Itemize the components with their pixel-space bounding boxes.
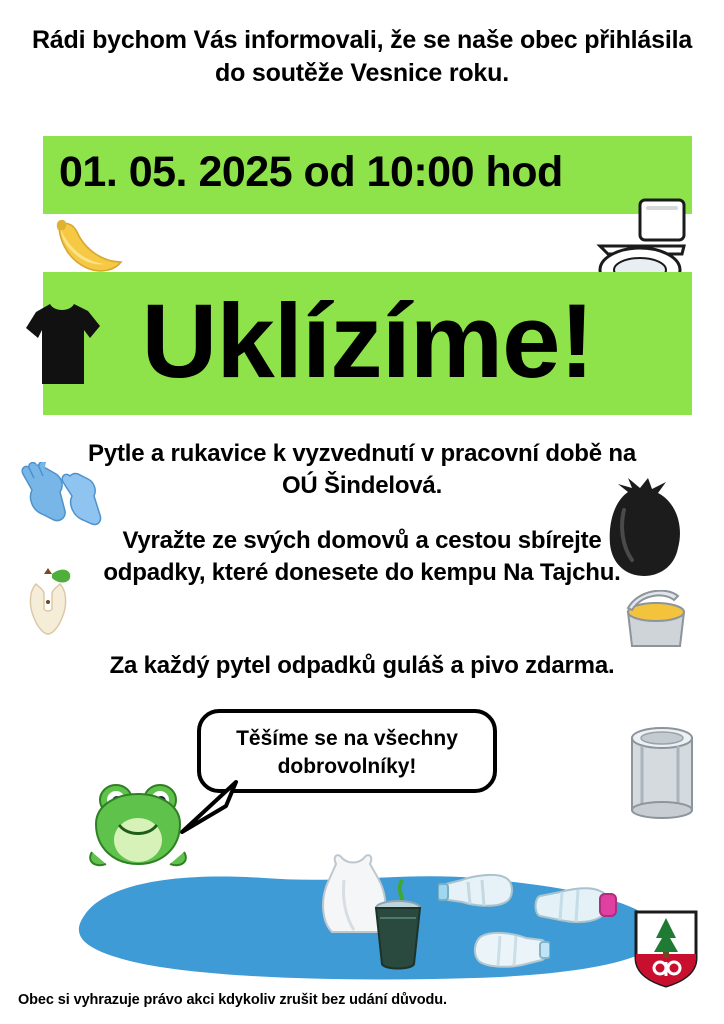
open-tin-can-icon — [620, 590, 694, 652]
paragraph-route-instructions: Vyražte ze svých domovů a cestou sbírejte odpadky, které donesete do kempu Na Tajchu. — [103, 527, 621, 587]
date-banner-text: 01. 05. 2025 od 10:00 hod — [59, 148, 563, 196]
plastic-bottle-icon — [528, 874, 618, 936]
paragraph-reward: Za každý pytel odpadků guláš a pivo zdarma. — [109, 652, 615, 679]
title-banner — [43, 272, 692, 415]
plastic-bottle-icon — [438, 858, 516, 928]
speech-bubble-text: Těšíme se na všechny dobrovolníky! — [236, 727, 458, 779]
banana-peel-icon — [55, 218, 127, 280]
rubber-gloves-icon — [20, 462, 102, 532]
frog-icon — [86, 778, 196, 868]
coat-of-arms-icon — [632, 908, 700, 988]
plastic-cup-icon — [368, 878, 428, 972]
paragraph-gloves-pickup: Pytle a rukavice k vyzvednutí v pracovní době na OÚ Šindelová. — [88, 440, 636, 500]
intro-text: Rádi bychom Vás informovali, že se naše obec přihlásila do soutěže Vesnice roku. — [31, 26, 693, 88]
speech-bubble — [197, 709, 497, 793]
footer-disclaimer: Obec si vyhrazuje právo akci kdykoliv zrušit bez udání důvodu. — [18, 992, 447, 1008]
trash-bag-icon — [598, 476, 694, 580]
tshirt-icon — [22, 300, 102, 388]
tin-can-icon — [626, 724, 698, 824]
title-banner-text: Uklízíme! — [141, 283, 594, 400]
apple-core-icon — [22, 564, 74, 636]
